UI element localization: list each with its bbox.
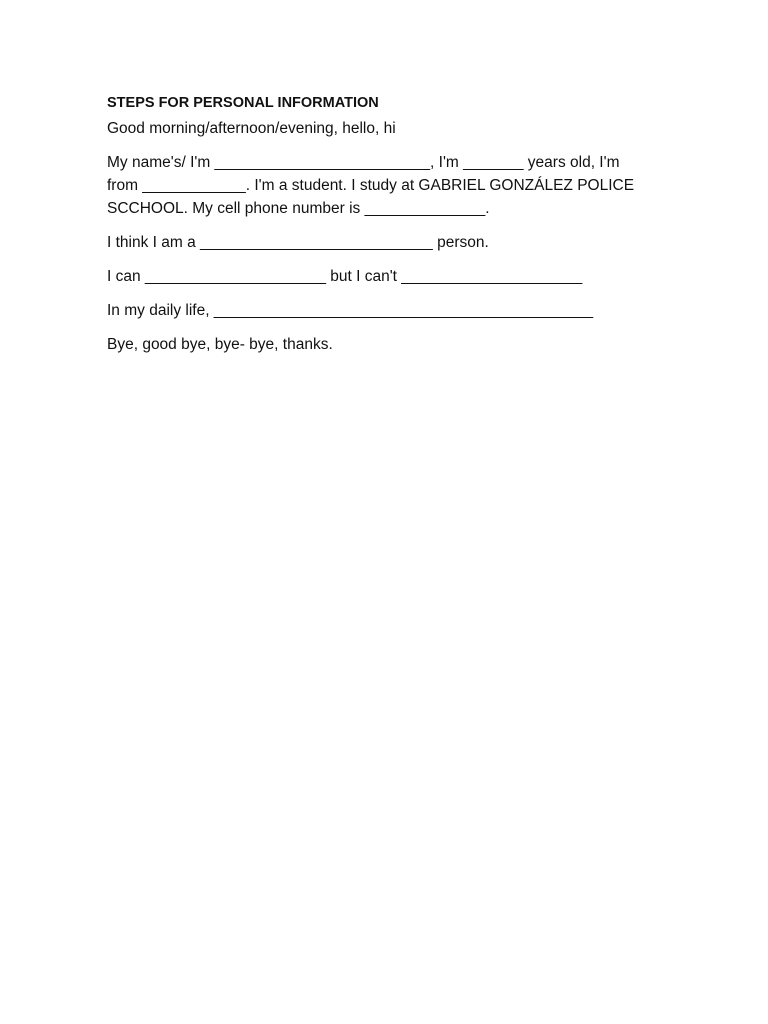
can-paragraph: I can _____________________ but I can't _____________________ bbox=[107, 268, 583, 285]
daily-life-paragraph: In my daily life, ____________________________________________ bbox=[107, 302, 594, 319]
think-paragraph: I think I am a ___________________________ person. bbox=[107, 234, 489, 251]
intro-line-1: My name's/ I'm _________________________, I'm _______ years old, I'm bbox=[107, 154, 620, 171]
document-page bbox=[107, 93, 667, 367]
greeting-paragraph: Good morning/afternoon/evening, hello, hi bbox=[107, 120, 396, 137]
intro-line-3: SCCHOOL. My cell phone number is ______________. bbox=[107, 200, 490, 217]
document-title: STEPS FOR PERSONAL INFORMATION bbox=[107, 95, 379, 111]
intro-line-2: from ____________. I'm a student. I study at GABRIEL GONZÁLEZ POLICE bbox=[107, 177, 635, 194]
farewell-paragraph: Bye, good bye, bye- bye, thanks. bbox=[107, 336, 333, 353]
intro-paragraph bbox=[107, 151, 667, 220]
